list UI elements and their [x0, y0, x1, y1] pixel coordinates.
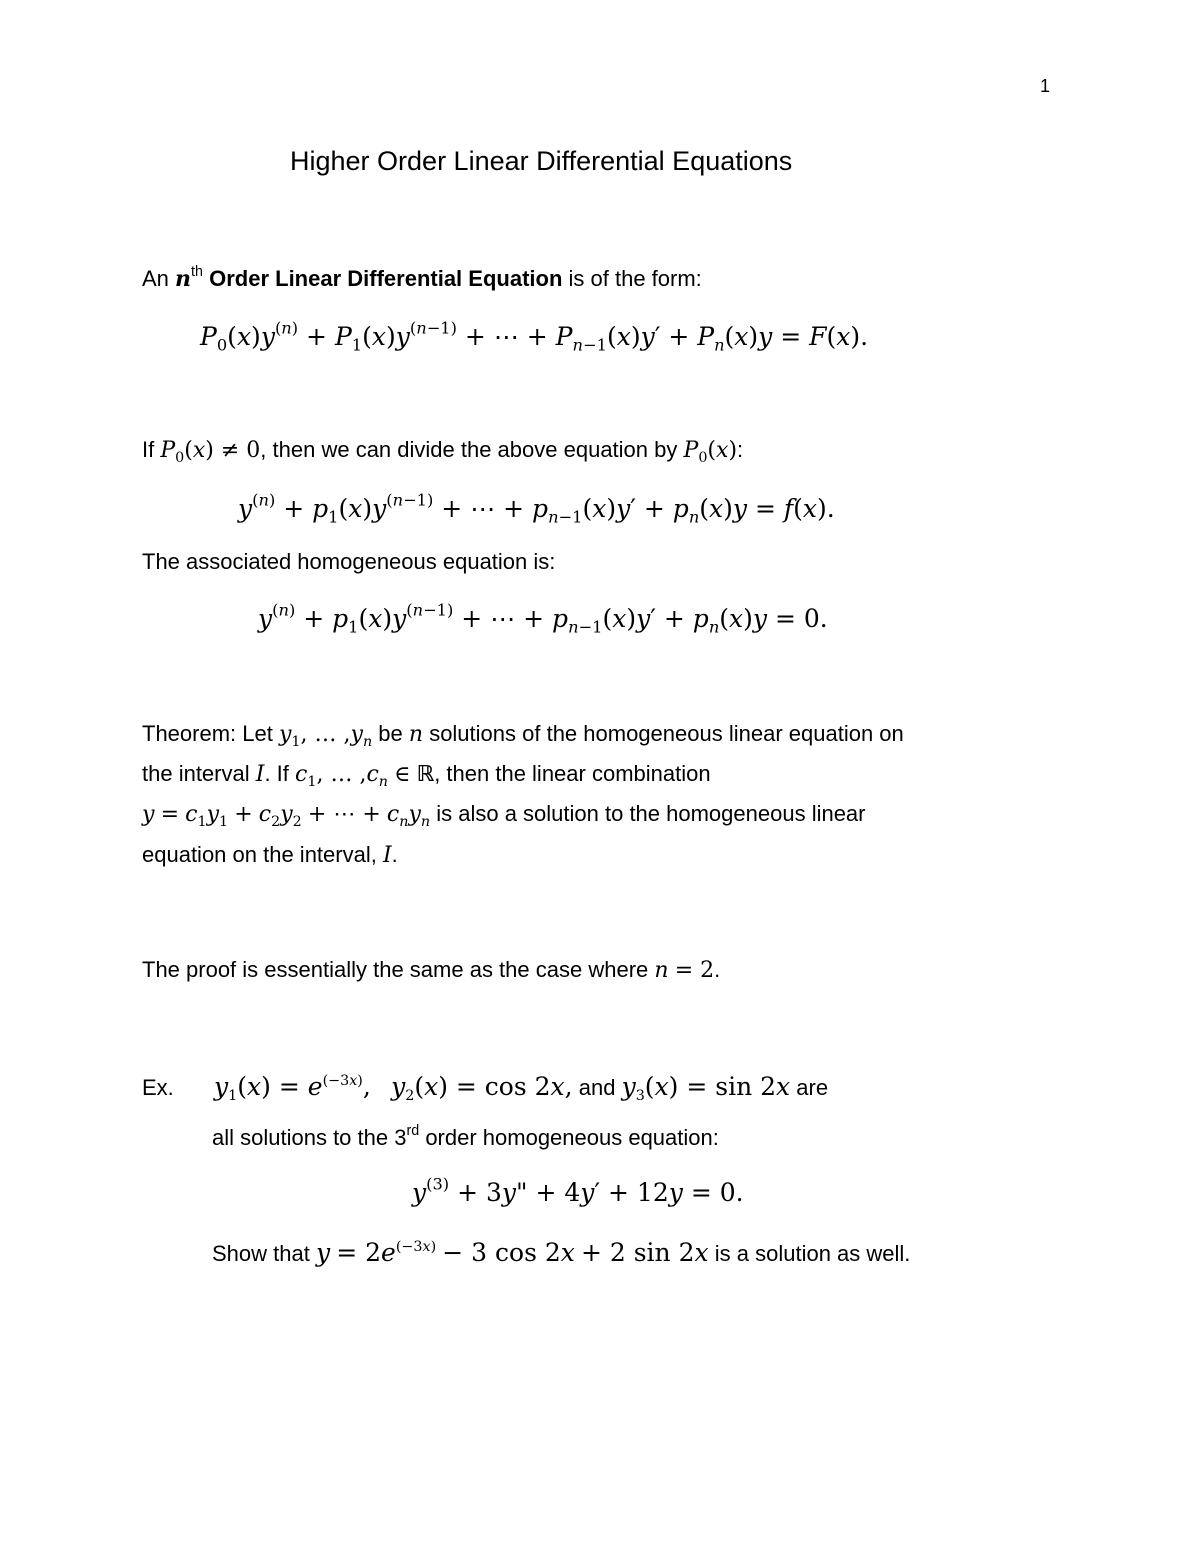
definition-lead: An — [142, 266, 169, 291]
example-equation: $y^{(3)} + 3y$" + 4y′ + 12y = 0. — [412, 1174, 744, 1207]
theorem-line-3: $y = c_1y_1 + c_2y_2$ + ⋯ + $c_ny_n$ is also a solution to the homogeneous linear — [142, 801, 866, 830]
theorem-line-1: Theorem: Let $y_1$, … $,y_n$ be n solutions of the homogeneous linear equation on — [142, 721, 904, 750]
example-label: Ex. — [142, 1075, 174, 1100]
definition-trail: is of the form: — [568, 266, 702, 291]
homogeneous-equation: $y^{(n)} + p_1(x)y^{(n-1)}$ + ⋯ + $p_{n-1}(x)y' + p_n(x)y = 0$. — [258, 600, 828, 637]
divide-middle: , then we can divide the above equation by — [260, 437, 678, 462]
divide-lead: If — [142, 437, 155, 462]
example-line-2: all solutions to the 3rd order homogeneous equation: — [212, 1123, 719, 1150]
theorem-lead: Theorem: Let — [142, 721, 273, 746]
normalized-equation: $y^{(n)} + p_1(x)y^{(n-1)}$ + ⋯ + $p_{n-1}(x)y' + p_n(x)y = f(x)$. — [238, 490, 835, 527]
proof-line: The proof is essentially the same as the case where n = 2. — [142, 957, 721, 983]
divide-end: : — [737, 437, 744, 462]
example-line-3: Show that $y = 2e^{(-3x)} - 3$ cos 2x + 2 sin 2x is a solution as well. — [212, 1238, 911, 1267]
general-equation: $P_0(x)y^{(n)} + P_1(x)y^{(n-1)}$ + ⋯ + $P_{n-1}(x)y' + P_n(x)y = F(x)$. — [200, 318, 869, 355]
definition-term: Order Linear Differential Equation — [209, 266, 563, 291]
homogeneous-label: The associated homogeneous equation is: — [142, 549, 556, 574]
definition-line: An $n^{th}$ Order Linear Differential Equation is of the form: — [142, 264, 702, 292]
page-title: Higher Order Linear Differential Equations — [290, 146, 793, 176]
definition-sup: th — [191, 264, 203, 280]
page-number: 1 — [1040, 76, 1051, 96]
theorem-line-4: equation on the interval, I. — [142, 842, 398, 868]
divide-line: If $P_0(x) \ne 0$, then we can divide the above equation by $P_0(x)$: — [142, 437, 744, 466]
example-line-1: Ex. $y_1(x) = e^{(-3x)}$, $y_2(x) = \cos 2x$, and $y_3(x) = \sin 2x$ are — [142, 1072, 829, 1104]
theorem-line-2: the interval I. If $c_1$, … $,c_n$ ∈ ℝ, then the linear combination — [142, 761, 711, 790]
